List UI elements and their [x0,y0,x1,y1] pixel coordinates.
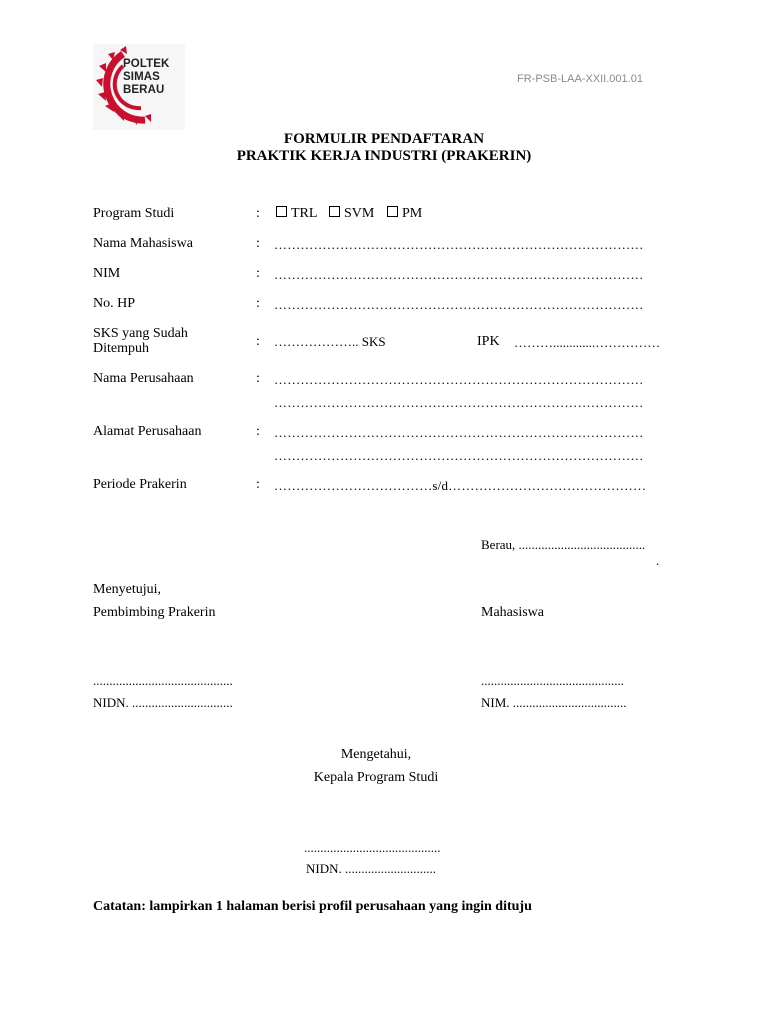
colon: : [256,296,260,311]
supervisor-label: Pembimbing Prakerin [93,605,216,620]
alamat-perusahaan-field-1[interactable]: ………………………………………………………………………… [274,425,644,440]
colon: : [256,266,260,281]
alamat-perusahaan-field-2[interactable]: ………………………………………………………………………… [274,448,644,463]
no-hp-label: No. HP [93,296,136,311]
note: Catatan: lampirkan 1 halaman berisi profil perusahaan yang ingin dituju [93,899,532,914]
logo-line-2: SIMAS [123,71,160,83]
program-studi-label: Program Studi [93,206,175,221]
student-signature-line[interactable]: ............................................ [481,673,624,688]
sks-label-line1: SKS yang Sudah [93,326,188,341]
logo-line-3: BERAU [123,84,165,96]
know-label: Mengetahui, [340,747,412,762]
nama-perusahaan-label: Nama Perusahaan [93,371,194,386]
head-signature-line[interactable]: .......................................... [304,840,441,855]
logo-text [123,58,169,97]
ipk-label: IPK [477,334,500,349]
alamat-perusahaan-label: Alamat Perusahaan [93,424,202,439]
option-pm[interactable] [387,206,422,222]
sks-label-line2: Ditempuh [93,341,149,356]
approve-label: Menyetujui, [93,582,162,597]
logo [93,44,185,130]
colon: : [256,371,260,386]
student-nim[interactable]: NIM. ................................... [481,695,627,710]
nama-mahasiswa-field[interactable]: ………………………………………………………………………… [274,237,644,252]
head-nidn[interactable]: NIDN. ............................ [306,861,436,876]
student-label: Mahasiswa [481,605,544,620]
trailing-dot: . [656,553,660,568]
colon: : [256,477,260,492]
document-number: FR-PSB-LAA-XXII.001.01 [517,73,643,85]
option-trl-label: TRL [291,206,318,221]
no-hp-field[interactable]: ………………………………………………………………………… [274,297,644,312]
supervisor-signature-line[interactable]: ........................................... [93,673,233,688]
option-svm-label: SVM [344,206,375,221]
nim-label: NIM [93,266,121,281]
head-label: Kepala Program Studi [313,770,439,785]
option-pm-label: PM [402,206,423,221]
logo-line-1: POLTEK [123,58,170,70]
option-trl[interactable] [276,206,317,222]
colon: : [256,236,260,251]
sks-field[interactable]: ……………….. SKS [274,334,386,349]
periode-label: Periode Prakerin [93,477,187,492]
form-title: FORMULIR PENDAFTARAN [283,131,485,147]
supervisor-nidn[interactable]: NIDN. ............................... [93,695,233,710]
ipk-field[interactable]: ……….............…………… [514,335,661,350]
option-svm[interactable] [329,206,374,222]
nama-perusahaan-field-2[interactable]: ………………………………………………………………………… [274,395,644,410]
nama-perusahaan-field-1[interactable]: ………………………………………………………………………… [274,372,644,387]
nama-mahasiswa-label: Nama Mahasiswa [93,236,193,251]
colon: : [256,206,260,221]
colon: : [256,334,260,349]
form-subtitle: PRAKTIK KERJA INDUSTRI (PRAKERIN) [236,148,532,164]
checkbox-pm[interactable] [387,206,398,217]
nim-field[interactable]: ………………………………………………………………………… [274,267,644,282]
periode-field[interactable]: ………………………………s/d……………………………………… [274,478,647,493]
colon: : [256,424,260,439]
checkbox-trl[interactable] [276,206,287,217]
place-date[interactable]: Berau, ....................................... [481,537,646,552]
checkbox-svm[interactable] [329,206,340,217]
